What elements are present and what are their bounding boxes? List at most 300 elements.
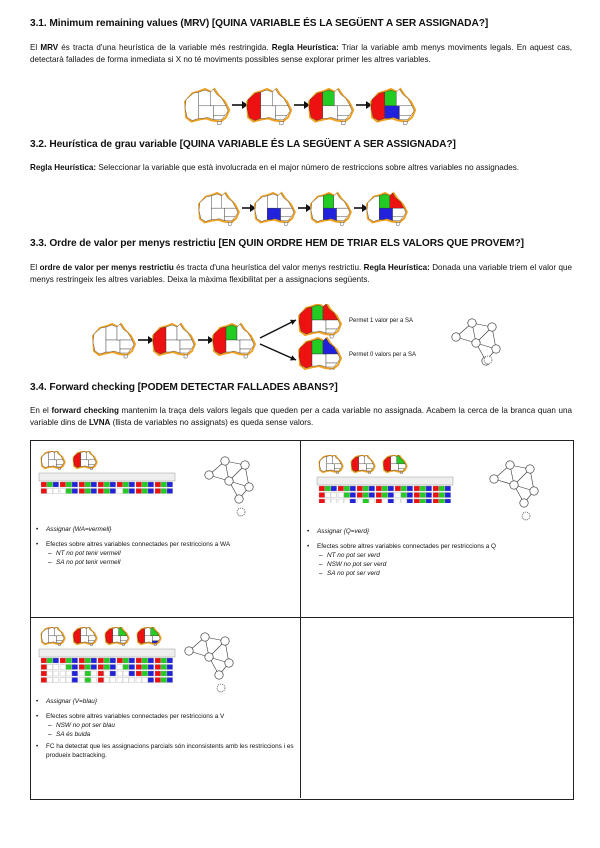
- domain-slot: [319, 493, 325, 498]
- domain-slot: [98, 671, 104, 676]
- graph-node-v: [235, 495, 243, 503]
- region-nt: [312, 305, 323, 320]
- graph-node-v: [215, 671, 223, 679]
- text: és tracta d'una heurística de la variable més restringida.: [58, 43, 272, 52]
- domain-slot: [344, 499, 350, 503]
- domain-slot: [136, 671, 142, 676]
- australia-map: [255, 193, 295, 225]
- domain-slot: [426, 486, 432, 491]
- region-t: [91, 468, 93, 470]
- domain-slot: [167, 678, 173, 683]
- section-title-mrv: 3.1. Minimum remaining values (MRV) [QUINA VARIABLE ÉS LA SEGÜENT A SER ASSIGNADA?]: [30, 18, 489, 29]
- domain-slot: [72, 665, 78, 670]
- domain-slot: [66, 665, 72, 670]
- region-nsw: [56, 460, 64, 465]
- domain-slot: [331, 493, 337, 498]
- domain-slot: [79, 658, 85, 663]
- region-t: [330, 369, 334, 370]
- domain-slot: [382, 493, 388, 498]
- section-title-lcv: 3.3. Ordre de valor per menys restrictiu [EN QUIN ORDRE HEM DE TRIAR ELS VALORS QUE PROVEM?]: [30, 238, 524, 249]
- domain-slot: [41, 671, 47, 676]
- region-nt: [49, 452, 55, 460]
- domain-slot: [60, 482, 66, 487]
- australia-map: [106, 627, 129, 646]
- degree-diagram: [196, 190, 414, 228]
- domain-slot: [344, 493, 350, 498]
- domain-slot: [350, 493, 356, 498]
- region-t: [342, 122, 346, 125]
- domain-slot: [53, 489, 59, 494]
- domain-slot: [395, 493, 401, 498]
- graph-node-sa: [510, 481, 518, 489]
- forward-checking-table: [30, 440, 574, 800]
- region-sa: [81, 636, 89, 643]
- region-nsw: [275, 106, 290, 115]
- text: El: [30, 263, 40, 272]
- domain-slot: [123, 489, 129, 494]
- domain-slot: [369, 493, 375, 498]
- domain-slot: [161, 678, 167, 683]
- region-nt: [106, 325, 117, 340]
- region-nsw: [398, 464, 406, 469]
- graph-node-nt: [468, 319, 476, 327]
- domain-header: [39, 473, 175, 481]
- region-nsw: [326, 320, 340, 329]
- domain-slot: [79, 482, 85, 487]
- divider: [300, 441, 301, 798]
- domain-slot: [117, 665, 123, 670]
- domain-slot: [350, 486, 356, 491]
- bold-term: MRV: [40, 43, 59, 52]
- domain-slot: [66, 489, 72, 494]
- region-wa: [371, 92, 385, 120]
- australia-map: [371, 89, 415, 125]
- region-t: [396, 222, 400, 225]
- domain-slot: [388, 486, 394, 491]
- effect-sub: – SA no pot ser verd: [307, 569, 569, 578]
- domain-slot: [110, 489, 116, 494]
- region-nt: [49, 628, 55, 636]
- graph-node-nsw: [530, 487, 538, 495]
- region-wa: [309, 92, 323, 120]
- domain-slot: [85, 665, 91, 670]
- region-t: [59, 468, 61, 470]
- domain-slot: [142, 678, 148, 683]
- graph-node-q: [221, 637, 229, 645]
- domain-slot: [53, 678, 59, 683]
- domain-slot: [91, 665, 97, 670]
- region-q: [237, 324, 252, 340]
- region-sa: [391, 464, 399, 471]
- bold-term: Regla Heurística:: [271, 43, 339, 52]
- region-t: [369, 472, 371, 474]
- domain-slot: [47, 482, 53, 487]
- domain-slot: [123, 671, 129, 676]
- domain-slot: [369, 499, 375, 503]
- fc-step1-maps-and-domains: [37, 451, 177, 501]
- region-t: [401, 472, 403, 474]
- region-t: [123, 644, 125, 646]
- region-q: [117, 324, 132, 340]
- region-nt: [379, 194, 389, 208]
- domain-slot: [66, 671, 72, 676]
- domain-slot: [363, 493, 369, 498]
- domain-slot: [161, 482, 167, 487]
- graph-node-nsw: [492, 345, 500, 353]
- region-nt: [113, 628, 119, 636]
- australia-map: [320, 455, 343, 474]
- domain-slot: [407, 499, 413, 503]
- domain-slot: [41, 665, 47, 670]
- domain-slot: [60, 671, 66, 676]
- graph-node-q: [526, 465, 534, 473]
- region-t: [155, 644, 157, 646]
- graph-node-t: [217, 684, 225, 692]
- domain-slot: [60, 489, 66, 494]
- domain-slot: [376, 499, 382, 503]
- region-wa: [185, 92, 199, 120]
- domain-slot: [129, 678, 135, 683]
- domain-slot: [148, 665, 154, 670]
- region-t: [59, 644, 61, 646]
- text: Seleccionar la variable que està involucrada en el major número de restriccions sobre altres variables no assignades.: [96, 163, 520, 172]
- region-q: [272, 89, 288, 106]
- arrow-shaft: [260, 320, 296, 338]
- region-nt: [359, 456, 365, 464]
- domain-slot: [331, 486, 337, 491]
- text: El: [30, 43, 41, 52]
- domain-slot: [426, 493, 432, 498]
- caption-one-value: Permet 1 valor per a SA: [349, 318, 414, 324]
- domain-slot: [155, 658, 161, 663]
- domain-slot: [110, 665, 116, 670]
- domain-slot: [142, 665, 148, 670]
- region-sa: [166, 340, 180, 353]
- domain-slot: [167, 671, 173, 676]
- region-nsw: [56, 636, 64, 641]
- domain-slot: [395, 486, 401, 491]
- domain-slot: [401, 493, 407, 498]
- australia-map: [352, 455, 375, 474]
- region-wa: [311, 196, 323, 222]
- australia-map: [384, 455, 407, 474]
- domain-slot: [382, 499, 388, 503]
- domain-slot: [72, 482, 78, 487]
- domain-slot: [363, 499, 369, 503]
- section-title-forward-checking: 3.4. Forward checking [PODEM DETECTAR FALLADES ABANS?]: [30, 382, 338, 393]
- domain-slot: [338, 486, 344, 491]
- domain-slot: [123, 482, 129, 487]
- domain-slot: [369, 486, 375, 491]
- bold-term: LVNA: [88, 418, 111, 428]
- region-nsw: [393, 208, 406, 217]
- effect-sub: – SA és buida: [36, 730, 298, 739]
- region-t: [340, 222, 344, 225]
- paragraph-mrv: [30, 42, 572, 66]
- region-nt: [199, 90, 211, 106]
- region-nt: [81, 452, 87, 460]
- domain-slot: [433, 499, 439, 503]
- domain-slot: [319, 486, 325, 491]
- domain-slot: [148, 482, 154, 487]
- domain-slot: [129, 665, 135, 670]
- effects-item: • Efectes sobre altres variables connectades per restriccions a WA: [36, 540, 298, 549]
- domain-slot: [161, 489, 167, 494]
- region-q: [177, 324, 192, 340]
- region-nsw: [180, 340, 194, 349]
- graph-node-t: [522, 512, 530, 520]
- caption-zero-values: Permet 0 valors per a SA: [349, 352, 417, 358]
- domain-slot: [104, 671, 110, 676]
- domain-slot: [60, 665, 66, 670]
- region-q: [390, 193, 404, 208]
- domain-slot: [325, 493, 331, 498]
- domain-slot: [148, 671, 154, 676]
- region-wa: [247, 92, 261, 120]
- domain-slot: [47, 658, 53, 663]
- domain-slot: [420, 486, 426, 491]
- domain-slot: [401, 486, 407, 491]
- region-t: [330, 335, 334, 338]
- domain-slot: [66, 482, 72, 487]
- region-nsw: [399, 106, 414, 115]
- text: Donada una variable triem el valor que menys restringeix les altres variables. Deixa la màxima flexibilitat per a assignacions següents.: [30, 263, 572, 285]
- region-sa: [145, 636, 153, 643]
- domain-slot: [47, 489, 53, 494]
- paragraph-forward-checking: [30, 405, 572, 429]
- text: mantenim la traça dels valors legals que queden per a cada variable no assignada. Acabem la cerca de la branca quan una variable dins de: [30, 406, 572, 428]
- graph-node-wa: [205, 471, 213, 479]
- region-sa: [81, 460, 89, 467]
- domain-slot: [136, 489, 142, 494]
- domain-slot: [60, 658, 66, 663]
- constraint-graph: [181, 629, 243, 695]
- region-nsw: [326, 354, 340, 363]
- paragraph-degree: [30, 162, 572, 174]
- region-t: [404, 122, 408, 125]
- graph-node-t: [237, 508, 245, 516]
- domain-slot: [167, 665, 173, 670]
- domain-slot: [161, 665, 167, 670]
- domain-slot: [388, 499, 394, 503]
- domain-slot: [110, 482, 116, 487]
- domain-slot: [148, 678, 154, 683]
- domain-slot: [98, 489, 104, 494]
- domain-slot: [445, 499, 451, 503]
- australia-map: [138, 627, 161, 646]
- region-nt: [261, 90, 273, 106]
- graph-node-wa: [490, 475, 498, 483]
- fc-conclusion-item: • FC ha detectat que les assignacions parcials són inconsistents amb les restriccions i es produeix bactracking.: [36, 742, 298, 760]
- region-nt: [81, 628, 87, 636]
- domain-slot: [79, 678, 85, 683]
- region-wa: [255, 196, 267, 222]
- paragraph-lcv: [30, 262, 572, 286]
- region-sa: [267, 208, 280, 220]
- region-nsw: [281, 208, 294, 217]
- region-sa: [327, 464, 335, 471]
- australia-map: [74, 451, 97, 470]
- effect-sub: – NT no pot tenir vermell: [36, 549, 298, 558]
- region-nsw: [88, 636, 96, 641]
- domain-slot: [439, 493, 445, 498]
- region-nsw: [337, 106, 352, 115]
- domain-slot: [47, 671, 53, 676]
- effects-item: • Efectes sobre altres variables connectades per restriccions a Q: [307, 542, 569, 551]
- domain-slot: [41, 489, 47, 494]
- bold-term: Regla Heurística:: [30, 163, 97, 172]
- region-nt: [323, 90, 335, 106]
- divider: [31, 617, 573, 618]
- domain-slot: [72, 671, 78, 676]
- assign-item: • Assignar {V=blau}: [36, 697, 298, 706]
- region-nsw: [366, 464, 374, 469]
- graph-node-v: [520, 499, 528, 507]
- domain-slot: [433, 486, 439, 491]
- domain-slot: [319, 499, 325, 503]
- domain-slot: [420, 493, 426, 498]
- domain-slot: [129, 489, 135, 494]
- domain-slot: [325, 499, 331, 503]
- domain-slot: [85, 482, 91, 487]
- region-q: [222, 193, 236, 208]
- australia-map: [367, 193, 407, 225]
- domain-slot: [142, 482, 148, 487]
- domain-slot: [407, 486, 413, 491]
- domain-slot: [47, 665, 53, 670]
- graph-node-t: [484, 356, 492, 364]
- domain-slot: [445, 493, 451, 498]
- domain-slot: [129, 482, 135, 487]
- domain-slot: [439, 486, 445, 491]
- graph-node-q: [488, 323, 496, 331]
- domain-slot: [91, 482, 97, 487]
- region-nt: [323, 194, 333, 208]
- bold-term: ordre de valor per menys restrictiu: [39, 263, 174, 272]
- fc-step2-maps-and-domains: [315, 455, 455, 503]
- graph-node-q: [241, 461, 249, 469]
- domain-slot: [161, 671, 167, 676]
- region-t: [280, 122, 284, 125]
- region-q: [278, 193, 292, 208]
- lcv-diagram: [90, 304, 350, 370]
- region-nsw: [120, 340, 134, 349]
- domain-slot: [439, 499, 445, 503]
- region-nt: [166, 325, 177, 340]
- region-sa: [211, 208, 224, 220]
- region-sa: [199, 106, 214, 120]
- region-sa: [113, 636, 121, 643]
- effects-item: • Efectes sobre altres variables connectades per restriccions a V: [36, 712, 298, 721]
- region-wa: [93, 327, 106, 354]
- region-nt: [327, 456, 333, 464]
- domain-slot: [395, 499, 401, 503]
- region-sa: [106, 340, 120, 353]
- region-nt: [385, 90, 397, 106]
- text: és tracta d'una heurística del valor menys restrictiu.: [173, 263, 364, 272]
- domain-slot: [123, 665, 129, 670]
- domain-slot: [85, 671, 91, 676]
- domain-slot: [167, 489, 173, 494]
- domain-slot: [72, 658, 78, 663]
- domain-header: [39, 649, 175, 657]
- domain-slot: [445, 486, 451, 491]
- domain-slot: [407, 493, 413, 498]
- domain-slot: [98, 482, 104, 487]
- domain-slot: [85, 678, 91, 683]
- region-q: [323, 304, 338, 320]
- region-q: [334, 89, 350, 106]
- effect-sub: – SA no pot tenir vermell: [36, 558, 298, 567]
- graph-node-nt: [506, 461, 514, 469]
- domain-slot: [155, 671, 161, 676]
- domain-slot: [110, 671, 116, 676]
- australia-map: [42, 451, 65, 470]
- domain-slot: [136, 665, 142, 670]
- domain-slot: [91, 671, 97, 676]
- domain-slot: [117, 482, 123, 487]
- domain-slot: [53, 482, 59, 487]
- graph-node-wa: [452, 333, 460, 341]
- constraint-graph-lcv: [448, 315, 514, 367]
- region-q: [323, 338, 338, 354]
- region-nt: [312, 339, 323, 354]
- domain-slot: [420, 499, 426, 503]
- region-nsw: [120, 636, 128, 641]
- domain-slot: [85, 658, 91, 663]
- region-sa: [226, 340, 240, 353]
- domain-slot: [98, 658, 104, 663]
- domain-slot: [155, 678, 161, 683]
- domain-slot: [79, 671, 85, 676]
- domain-slot: [123, 658, 129, 663]
- domain-slot: [155, 665, 161, 670]
- domain-slot: [104, 665, 110, 670]
- domain-slot: [167, 482, 173, 487]
- domain-slot: [41, 482, 47, 487]
- domain-slot: [66, 678, 72, 683]
- domain-slot: [350, 499, 356, 503]
- domain-slot: [104, 678, 110, 683]
- domain-slot: [357, 499, 363, 503]
- domain-slot: [338, 499, 344, 503]
- text: En el: [30, 406, 52, 415]
- text: Triar la variable amb menys moviments legals. En aquest cas, detectarà fallades de forma inmediata si X no té moviments possibles sense explorar primer les altres variables.: [30, 43, 572, 65]
- australia-map: [299, 304, 341, 338]
- australia-map: [247, 89, 291, 125]
- domain-slot: [136, 678, 142, 683]
- region-t: [91, 644, 93, 646]
- assign-item: • Assignar {WA=vermell}: [36, 525, 298, 534]
- australia-map: [153, 324, 195, 358]
- domain-slot: [104, 658, 110, 663]
- australia-map: [93, 324, 135, 358]
- bold-term: forward checking: [51, 406, 119, 415]
- region-nsw: [213, 106, 228, 115]
- domain-slot: [66, 658, 72, 663]
- region-q: [334, 193, 348, 208]
- australia-map: [42, 627, 65, 646]
- australia-map: [309, 89, 353, 125]
- domain-slot: [53, 665, 59, 670]
- domain-slot: [161, 658, 167, 663]
- domain-slot: [129, 671, 135, 676]
- region-wa: [299, 307, 312, 334]
- domain-header: [317, 477, 453, 485]
- domain-slot: [110, 678, 116, 683]
- arrow-shaft: [260, 344, 296, 360]
- domain-slot: [53, 658, 59, 663]
